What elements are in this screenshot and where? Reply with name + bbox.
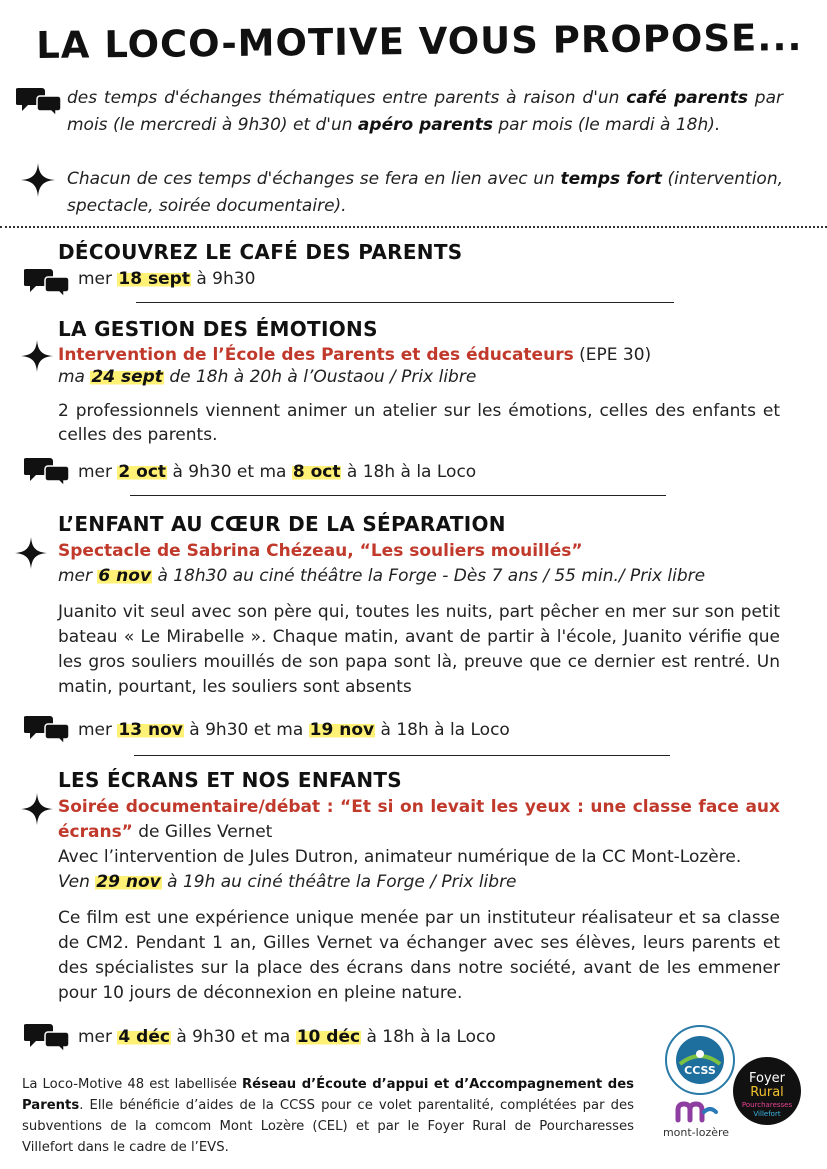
- date-highlight: 13 nov: [118, 720, 183, 740]
- date-text: à 18h à la Loco: [341, 462, 477, 482]
- guest-line-screens: Avec l’intervention de Jules Dutron, animateur numérique de la CC Mont-Lozère.: [58, 847, 742, 867]
- date-highlight: 19 nov: [309, 720, 375, 740]
- section-heading-screens: LES ÉCRANS ET NOS ENFANTS: [58, 768, 403, 792]
- event-line-separation: [58, 541, 583, 561]
- speech-bubbles-icon: [24, 267, 70, 297]
- cafe-parents-label: café parents: [626, 88, 748, 108]
- temps-fort-label: temps fort: [560, 169, 662, 189]
- date-line-emotions: [78, 462, 476, 482]
- date-text: à 9h30 et ma: [167, 462, 292, 482]
- date-text: à 18h à la Loco: [361, 1027, 496, 1047]
- date-line-separation: [78, 720, 510, 740]
- when-text: ma: [58, 367, 91, 387]
- date-line-screens: [78, 1027, 496, 1047]
- event-detail: de Gilles Vernet: [132, 822, 273, 842]
- speech-bubbles-icon: [24, 714, 70, 744]
- mont-lozere-logo: [656, 1100, 736, 1144]
- date-highlight: 6 nov: [98, 566, 152, 586]
- sparkle-star-icon: [20, 792, 54, 826]
- date-highlight: 8 oct: [292, 462, 341, 482]
- date-text: mer: [78, 462, 118, 482]
- section-heading-cafe: DÉCOUVREZ LE CAFÉ DES PARENTS: [58, 240, 463, 264]
- section-rule: [130, 495, 666, 496]
- intro-text: par mois (le mardi à 18h).: [492, 115, 721, 135]
- when-line-screens: [58, 872, 517, 892]
- date-text: mer: [78, 1027, 118, 1047]
- date-text: à 9h30 et ma: [183, 720, 309, 740]
- event-detail: (EPE 30): [573, 345, 652, 365]
- date-text: mer: [78, 720, 118, 740]
- foyer-logo-text: Pourcharesses: [741, 1101, 793, 1109]
- when-text: à 18h30 au ciné théâtre la Forge - Dès 7 ans / 55 min./ Prix libre: [152, 566, 706, 586]
- sparkle-star-icon: [20, 339, 54, 373]
- when-text: à 19h au ciné théâtre la Forge / Prix libre: [161, 872, 517, 892]
- event-title: Intervention de l’École des Parents et des éducateurs: [58, 345, 574, 365]
- date-highlight: 18 sept: [118, 269, 190, 289]
- event-line-emotions: [58, 345, 651, 365]
- intro-text: des temps d'échanges thématiques entre parents à raison d'un: [67, 88, 627, 108]
- description-separation: Juanito vit seul avec son père qui, toutes les nuits, part pêcher en mer sur son petit bateau « Le Mirabelle ». Chaque matin, avant de partir à l'école, Juanito vérifie que les gros souliers mouillés de son papa sont là, preuve que ce dernier est rentré. Un matin, pourtant, les souliers sont absents: [58, 602, 780, 697]
- footer-text: [22, 1074, 634, 1158]
- foyer-logo-text: Rural: [750, 1085, 784, 1100]
- sparkle-star-icon: [14, 536, 48, 570]
- speech-bubbles-icon: [24, 456, 70, 486]
- intro-text: (intervention, spectacle, soirée documentaire).: [67, 169, 783, 216]
- footer-label: Réseau d’Écoute d’appui et d’Accompagnement des Parents: [22, 1077, 634, 1113]
- date-text: à 9h30 et ma: [170, 1027, 296, 1047]
- section-heading-separation: L’ENFANT AU CŒUR DE LA SÉPARATION: [58, 512, 506, 536]
- when-text: de 18h à 20h à l’Oustaou / Prix libre: [163, 367, 477, 387]
- speech-bubbles-icon: [24, 1022, 70, 1052]
- date-highlight: 24 sept: [91, 367, 163, 387]
- date-text: à 18h à la Loco: [375, 720, 510, 740]
- footer-text-part: . Elle bénéficie d’aides de la CCSS pour ce volet parentalité, complétées par des subventions de la comcom Mont Lozère (CEL) et par le Foyer Rural de Pourcharesses Villefort dans le cadre de l’EVS.: [22, 1098, 634, 1155]
- apero-parents-label: apéro parents: [357, 115, 493, 135]
- description-screens: Ce film est une expérience unique menée par un instituteur réalisateur et sa classe de CM2. Pendant 1 an, Gilles Vernet va échanger avec ses élèves, leurs parents et des spécialistes sur la place des écrans dans notre société, avant de les emmener pour 10 jours de déconnexion en pleine nature.: [58, 908, 780, 1003]
- intro-text: Chacun de ces temps d'échanges se fera en lien avec un: [67, 169, 561, 189]
- foyer-rural-logo: [732, 1056, 802, 1126]
- when-line-separation: [58, 566, 705, 586]
- event-line-screens: [58, 795, 780, 845]
- description-emotions: 2 professionnels viennent animer un atelier sur les émotions, celles des enfants et celles des parents.: [58, 401, 780, 445]
- when-text: mer: [58, 566, 98, 586]
- date-highlight: 10 déc: [296, 1027, 361, 1047]
- footer-text-part: La Loco-Motive 48 est labellisée: [22, 1077, 243, 1092]
- when-line-emotions: [58, 367, 476, 387]
- page-title: LA LOCO-MOTIVE VOUS PROPOSE...: [36, 15, 803, 67]
- section-rule: [134, 755, 670, 756]
- when-text: Ven: [58, 872, 96, 892]
- section-rule: [136, 302, 674, 303]
- event-title: Soirée documentaire/débat : “Et si on levait les yeux : une classe face aux écrans”: [58, 797, 780, 842]
- dotted-divider: [0, 226, 827, 228]
- ccss-logo-text: CCSS: [684, 1064, 716, 1077]
- mont-lozere-text: mont-lozère: [662, 1126, 730, 1139]
- event-title: Spectacle de Sabrina Chézeau, “Les souliers mouillés”: [58, 541, 583, 561]
- intro-paragraph-2: [67, 166, 783, 220]
- section-heading-emotions: LA GESTION DES ÉMOTIONS: [58, 317, 378, 341]
- date-highlight: 29 nov: [96, 872, 161, 892]
- intro-text: par mois (le mercredi à 9h30) et d'un: [67, 88, 783, 135]
- intro-paragraph-1: [67, 85, 783, 139]
- foyer-logo-text: Villefort: [753, 1110, 781, 1118]
- date-highlight: 4 déc: [118, 1027, 170, 1047]
- speech-bubbles-icon: [16, 86, 62, 116]
- foyer-logo-text: Foyer: [748, 1071, 786, 1086]
- date-text: mer: [78, 269, 118, 289]
- date-line-cafe: [78, 269, 255, 289]
- sparkle-star-icon: [20, 162, 56, 198]
- ccss-logo: [664, 1024, 736, 1096]
- date-text: à 9h30: [190, 269, 256, 289]
- date-highlight: 2 oct: [118, 462, 167, 482]
